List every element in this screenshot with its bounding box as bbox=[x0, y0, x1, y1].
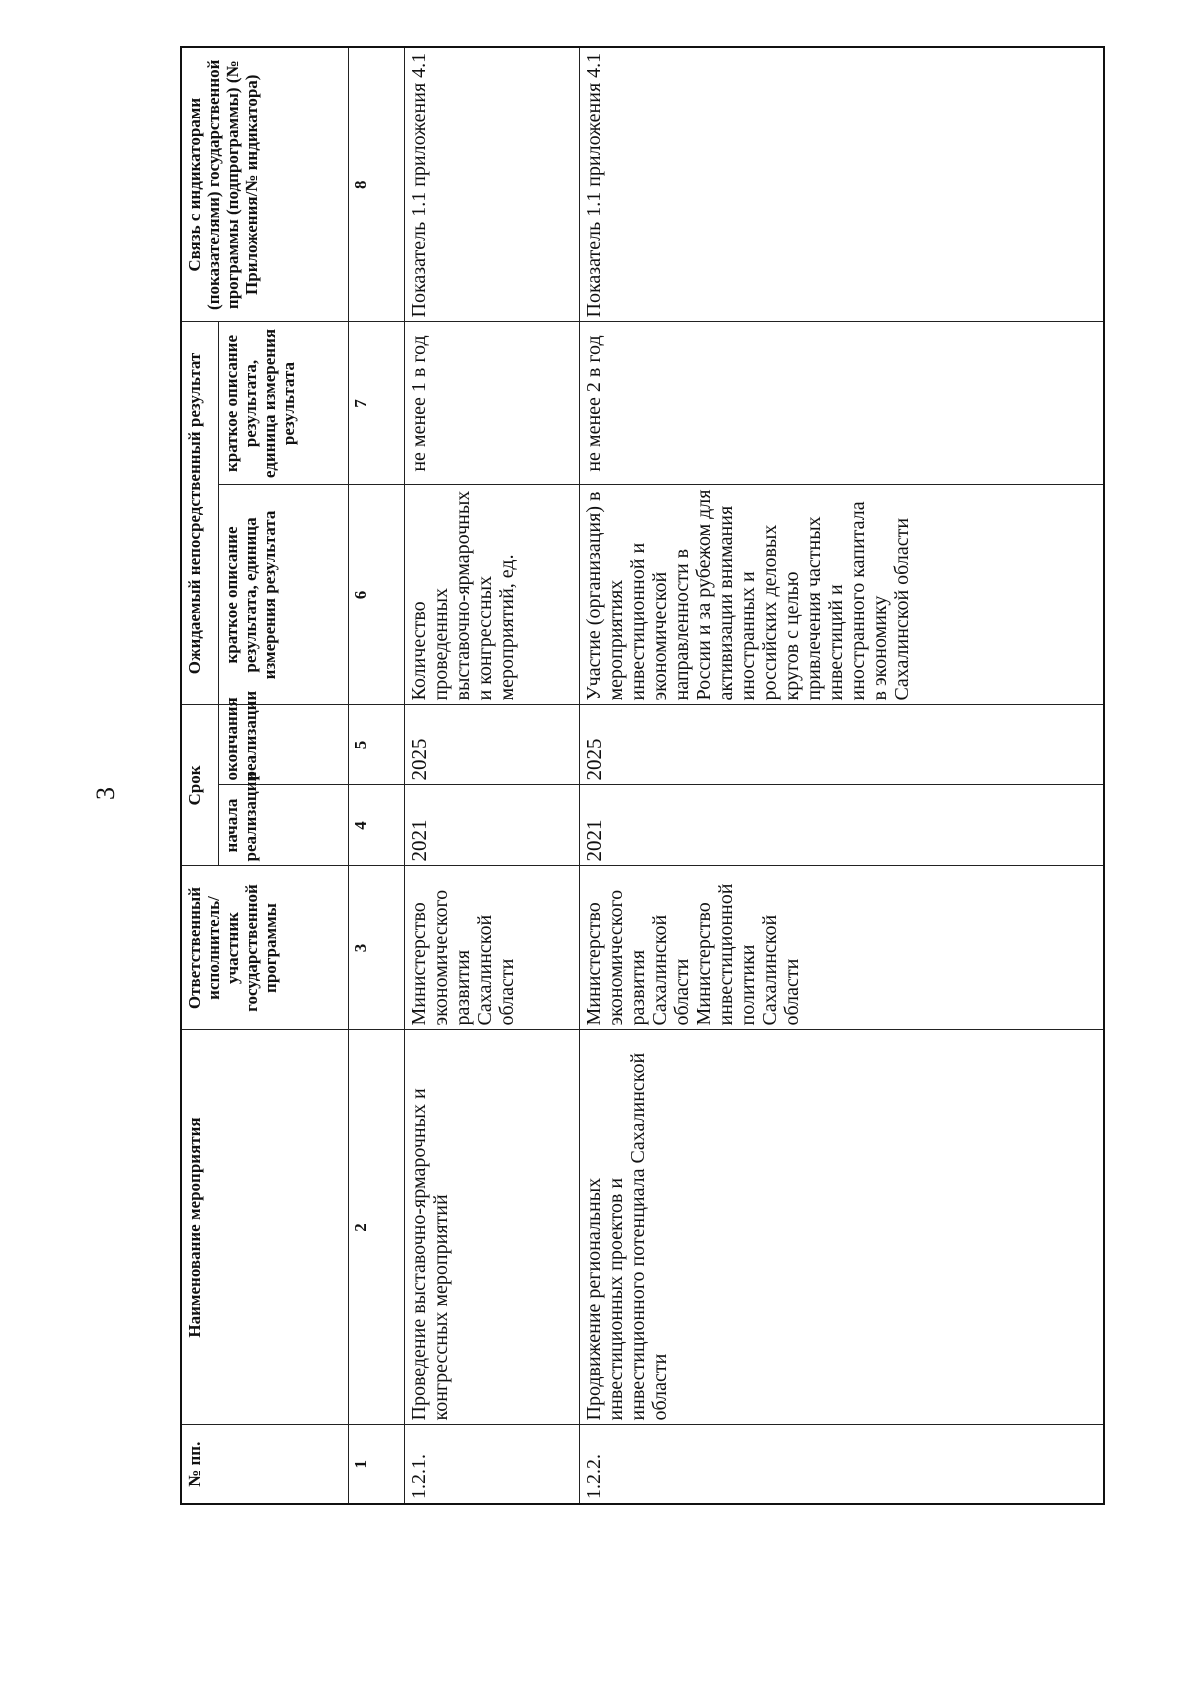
header-term-start: начала реализации bbox=[218, 785, 348, 866]
column-number: 2 bbox=[348, 1030, 404, 1425]
column-number: 7 bbox=[348, 322, 404, 485]
table-row bbox=[404, 47, 579, 1504]
activity-name: Проведение выставочно-ярмарочных и конгрессных мероприятий bbox=[404, 1030, 579, 1425]
result-description: Участие (организация) в мероприятиях инвестиционной и экономической направленности в России и за рубежом для активизации внимания иностранных и российских деловых кругов с целью привлечения частных инвестиций и иностранного капитала в экономику Сахалинской области bbox=[579, 485, 1104, 705]
end-year: 2025 bbox=[579, 705, 1104, 785]
result-description: Количество проведенных выставочно-ярмарочных и конгрессных мероприятий, ед. bbox=[404, 485, 579, 705]
page-number: 3 bbox=[91, 787, 120, 800]
column-number: 5 bbox=[348, 705, 404, 785]
indicator-link: Показатель 1.1 приложения 4.1 bbox=[579, 47, 1104, 322]
indicator-link: Показатель 1.1 приложения 4.1 bbox=[404, 47, 579, 322]
row-number: 1.2.1. bbox=[404, 1425, 579, 1504]
header-row-1 bbox=[181, 47, 218, 1504]
header-num: № пп. bbox=[181, 1425, 348, 1504]
column-number: 3 bbox=[348, 866, 404, 1030]
column-number: 4 bbox=[348, 785, 404, 866]
executor: Министерство экономического развития Сахалинской области bbox=[404, 866, 579, 1030]
table-row bbox=[579, 47, 1104, 1504]
header-link: Связь с индикаторами (показателями) государственной программы (подпрограммы) (№ Приложения/№ индикатора) bbox=[181, 47, 348, 322]
column-number-row bbox=[348, 47, 404, 1504]
executor: Министерство экономического развития Сахалинской области Министерство инвестиционной политики Сахалинской области bbox=[579, 866, 1104, 1030]
header-result: Ожидаемый непосредственный результат bbox=[181, 322, 218, 705]
header-term-end: окончания реализации bbox=[218, 705, 348, 785]
rotated-table-container bbox=[180, 48, 1105, 1505]
header-result-desc: краткое описание результата, единица измерения результата bbox=[218, 485, 348, 705]
end-year: 2025 bbox=[404, 705, 579, 785]
start-year: 2021 bbox=[404, 785, 579, 866]
result-short: не менее 1 в год bbox=[404, 322, 579, 485]
start-year: 2021 bbox=[579, 785, 1104, 866]
row-number: 1.2.2. bbox=[579, 1425, 1104, 1504]
column-number: 1 bbox=[348, 1425, 404, 1504]
column-number: 8 bbox=[348, 47, 404, 322]
header-executor: Ответственный исполнитель/участник государственной программы bbox=[181, 866, 348, 1030]
header-name: Наименование мероприятия bbox=[181, 1030, 348, 1425]
column-number: 6 bbox=[348, 485, 404, 705]
header-result-short: краткое описание результата, единица измерения результата bbox=[218, 322, 348, 485]
activities-table bbox=[180, 46, 1105, 1505]
header-term: Срок bbox=[181, 705, 218, 866]
activity-name: Продвижение региональных инвестиционных проектов и инвестиционного потенциала Сахалинской области bbox=[579, 1030, 1104, 1425]
result-short: не менее 2 в год bbox=[579, 322, 1104, 485]
